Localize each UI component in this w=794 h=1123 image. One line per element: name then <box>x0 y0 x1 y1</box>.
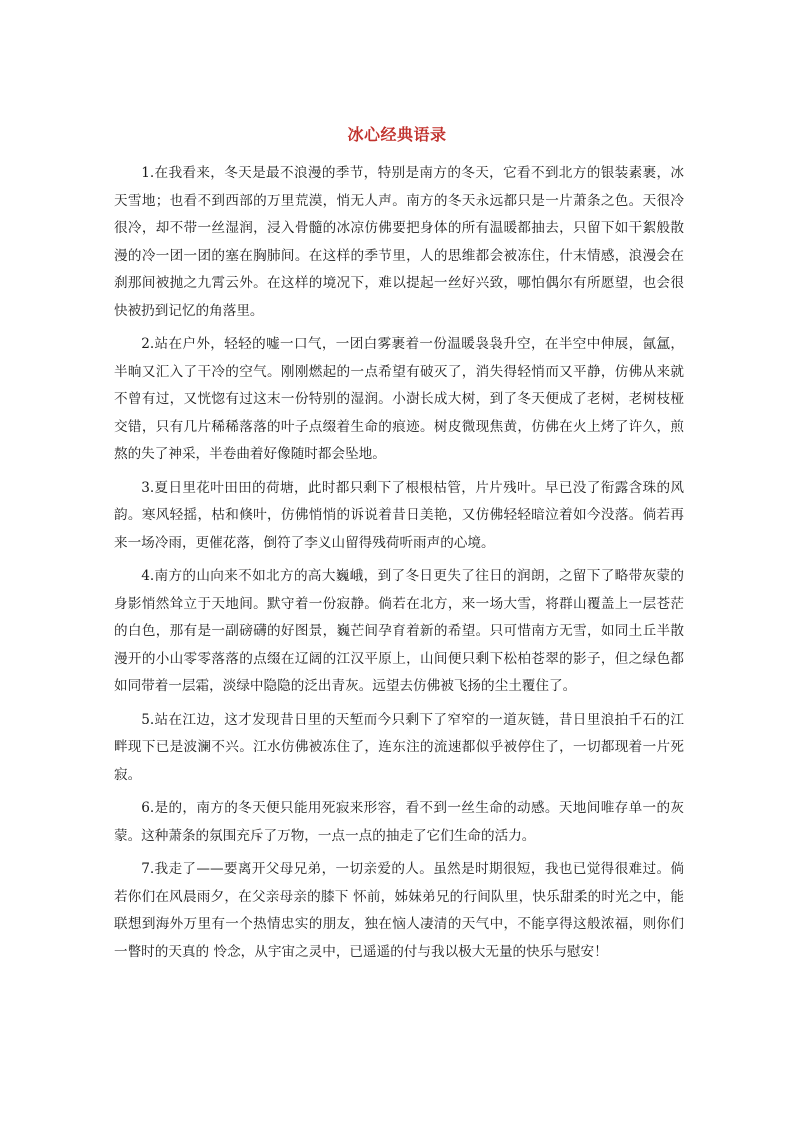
paragraph-3: 3.夏日里花叶田田的荷塘，此时都只剩下了根根枯管，片片残叶。早已没了衔露含珠的风韵。寒风轻摇，枯和倏叶，仿佛悄悄的诉说着昔日美艳，又仿佛轻轻暗泣着如今没落。倘若再来一场冷雨，更催花落，倒符了李义山留得残荷听雨声的心境。 <box>114 479 684 551</box>
paragraph-2: 2.站在户外，轻轻的嘘一口气，一团白雾裹着一份温暖袅袅升空，在半空中伸展，氤氲，半晌又汇入了干冷的空气。刚刚燃起的一点希望有破灭了，消失得轻悄而又平静，仿佛从来就不曾有过，又恍惚有过这末一份特别的湿润。小澍长成大树，到了冬天便成了老树，老树枝桠交错，只有几片稀稀落落的叶子点缀着生命的痕迹。树皮微现焦黄，仿佛在火上烤了许久，煎熬的失了神采，半卷曲着好像随时都会坠地。 <box>114 336 684 462</box>
paragraph-4: 4.南方的山向来不如北方的高大巍峨，到了冬日更失了往日的润朗，之留下了略带灰蒙的身影悄然耸立于天地间。默守着一份寂静。倘若在北方，来一场大雪，将群山覆盖上一层苍茫的白色，那有是一副磅礴的好图景，巍芒间孕育着新的希望。只可惜南方无雪，如同土丘半散漫开的小山零零落落的点缀在辽阔的江汉平原上，山间便只剩下松柏苍翠的影子，但之绿色都如同带着一层霜，淡绿中隐隐的泛出青灰。远望去仿佛被飞扬的尘土覆住了。 <box>114 568 684 694</box>
document-body <box>114 160 684 972</box>
paragraph-7: 7.我走了——要离开父母兄弟，一切亲爱的人。虽然是时期很短，我也已觉得很难过。倘若你们在风晨雨夕，在父亲母亲的膝下 怀前，姊妹弟兄的行间队里，快乐甜柔的时光之中，能联想到海外万里有一个热情忠实的朋友，独在恼人凄清的天气中，不能享得这般浓福，则你们一瞥时的天真的 怜念，从宇宙之灵中，已遥遥的付与我以极大无量的快乐与慰安！ <box>114 861 684 960</box>
document-title: 冰心经典语录 <box>347 125 447 144</box>
paragraph-6: 6.是的，南方的冬天便只能用死寂来形容，看不到一丝生命的动感。天地间唯存单一的灰蒙。这种萧条的氛围充斥了万物，一点一点的抽走了它们生命的活力。 <box>114 800 684 844</box>
paragraph-1: 1.在我看来，冬天是最不浪漫的季节，特别是南方的冬天，它看不到北方的银装素裹，冰天雪地；也看不到西部的万里荒漠，悄无人声。南方的冬天永远都只是一片萧条之色。天很冷很冷，却不带一丝湿润，浸入骨髓的冰凉仿佛要把身体的所有温暖都抽去，只留下如干絮般散漫的冷一团一团的塞在胸肺间。在这样的季节里，人的思维都会被冻住，什末情感，浪漫会在刹那间被抛之九霄云外。在这样的境况下，难以提起一丝好兴致，哪怕偶尔有所愿望，也会很快被扔到记忆的角落里。 <box>114 165 684 319</box>
paragraph-5: 5.站在江边，这才发现昔日里的天堑而今只剩下了窄窄的一道灰链，昔日里浪拍千石的江畔现下已是波澜不兴。江水仿佛被冻住了，连东注的流速都似乎被停住了，一切都现着一片死寂。 <box>114 711 684 783</box>
